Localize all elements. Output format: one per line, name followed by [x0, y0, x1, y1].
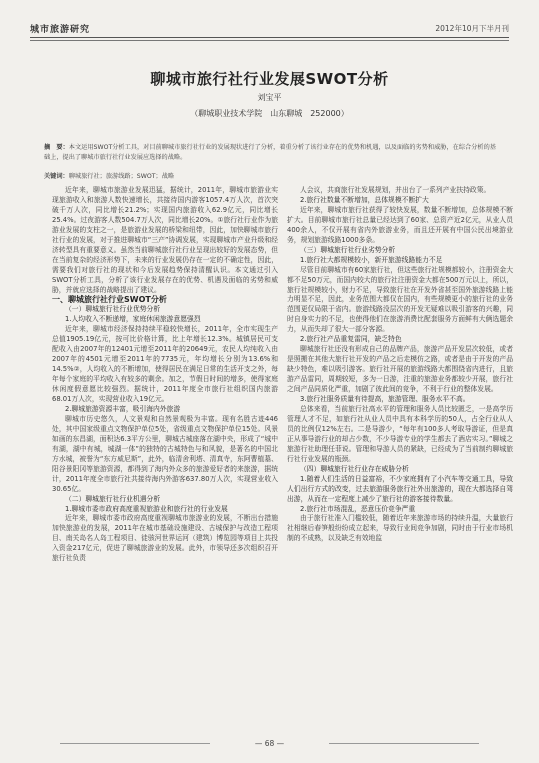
body-paragraph: 聊城旅行社还没有形成自己的品牌产品，旅游产品开发层次较低，或者是照搬在其他大旅行社开发的产品之后走模仿之路，或者是由于开发的产品缺少特色，难以吸引游客。旅行社开展的旅游线路大都围绕省内进行，且旅游产品雷同，周期较短，多为一日游，注重的旅游业务都较少开展，旅行社之间产品同质化严重，加剧了彼此间的竞争，不利于行业的整体发展。	[287, 345, 513, 394]
body-paragraph: 近年来，聊城市经济保持持续平稳较快增长，2011年，全市实现生产总值1905.19亿元，按可比价格计算，比上年增长12.3%。城镇居民可支配收入由2007年的12401元增至2011年的20649元，农民人均纯收入由2007年的4501元增至2011年的7735元，年均增长分别为13.6%和14.5%②，人均收入的不断增加，使得居民在满足日常的生活开支之外，每年每个家庭的平均收入有较多的剩余。加之，节假日时间的增多，使得家庭休闲度假意愿比较强烈。据统计，2011年度全市旅行社组织国内旅游68.01万人次，实现营业收入19亿元。	[52, 325, 278, 404]
issue-date: 2012年10月下半月刊	[435, 24, 509, 33]
body-paragraph: 近年来，聊城市委市政府高度重视聊城市旅游业的发展，不断出台措施加快旅游业的发展，2011年在城市基础设施建设、古城保护与改造工程项目、南关岛名人岛工程项目、徒骇河世界运河（建筑）博览园等项目上共投入资金217亿元，促进了聊城旅游业的发展。此外，市领导还多次组织召开旅行社负责	[52, 514, 278, 563]
author: 刘宝平	[257, 93, 282, 102]
section-heading: 一、聊城旅行社行业SWOT分析	[52, 295, 167, 305]
point-heading: 2.聊城旅游资源丰富，吸引海内外旅游	[65, 404, 181, 413]
point-heading: 1.聊城市委市政府高度重视旅游业和旅行社的行业发展	[65, 504, 228, 513]
body-paragraph: 尽管目前聊城市有60家旅行社，但这些旅行社规模都较小，注册资金大都不足50万元，而国内较大的旅行社注册资金大都在500万元以上，所以，旅行社规模较小，财力不足，导致旅行社在开发外省甚至国外旅游线路上能力明显不足，因此，业务范围大都仅在国内，有些规模更小的旅行社的业务范围更仅局限于省内。旅游线路没层次的开发无疑难以吸引游客的兴趣，同时自身实力的不足，也使得他们在旅游消费比配套服务方面鲜有大俩选题余力，从而失却了很大一部分客源。	[287, 265, 513, 334]
journal-name: 城市旅游研究	[30, 25, 91, 35]
point-heading: 2.旅行社市场混乱，恶意压价竞争严重	[300, 504, 416, 513]
affiliation: （聊城职业技术学院 山东聊城 252000）	[190, 109, 349, 118]
point-heading: 1.旅行社大都规模较小，新开旅游线路能力不足	[300, 255, 443, 264]
abstract-label: 摘 要：	[44, 144, 69, 151]
body-paragraph: 聊城市历史悠久，人文景观和自然景观极为丰富。现有名胜古迹446处，其中国家级重点文物保护单位5处，省级重点文物保护单位15处。风景如画的东昌湖，面积达6.3平方公里，聊城古城座落在湖中央，形成了“城中有湖，湖中有城，城湖一体”的独特的古城特色与和风貌，是著名的中国北方水城，被誉为“东方威尼斯”，此外，临清舍利塔、清真寺，东阿曹植墓、阳谷景阳冈等旅游资源，都得到了海内外众多的旅游爱好者的来旅游，据统计，2011年度全市旅行社共接待海内外游客637.80万人次，实现营业收入30.65亿。	[52, 414, 278, 493]
point-heading: 3.旅行社服务质量有待提高，旅游管理、服务水平不高。	[300, 395, 470, 404]
page-number: — 68 —	[254, 739, 285, 748]
body-paragraph: 近年来，聊城市旅行社获得了较快发展，数量不断增加，总体规模不断扩大。目前聊城市旅行社总量已经达到了60家、总资产近2亿元，从业人员400余人，不仅开展有省内外旅游业务，而且还开展有中国公民出境游业务，规划旅游线路1000多条。	[287, 205, 513, 244]
point-heading: 1.人均收入不断递增，家庭休闲旅游意愿强烈	[65, 315, 201, 324]
abstract	[44, 143, 496, 163]
body-paragraph: 近年来，聊城市旅游业发展迅猛，据统计，2011年，聊城市旅游业实现旅游收入和旅游人数快速增长，共接待国内游客1057.4万人次，首次突破千万人次，同比增长21.2%；实现国内旅游收入62.9亿元，同比增长25.4%。过夜游客人数504.7万人次，同比增长20%。①旅行社行业作为旅游业发展的支柱之一，是旅游业发展的桥梁和纽带，因此，加快聊城市旅行社行业的发展，对于推进聊城市“三产”协调发展，实现聊城市产业升级和经济转型具有重要意义。虽然当前聊城旅行社行业呈现出较好的发展态势，但在当前复杂的经济形势下，未来的行业发展仍存在一定的不确定性，因此，需要我们对旅行社的现状和今后发展趋势保持清醒认识。本文通过引入SWOT分析工具，分析了该行业发展存在的优势、机遇及面临的劣势和威胁，并就应选择的战略提出了建议。	[52, 186, 278, 294]
point-heading: 2.旅行社产品重复雷同，缺乏特色	[300, 335, 402, 344]
point-heading: 2.旅行社数量不断增加，总体规模不断扩大	[300, 195, 429, 204]
header-rule	[30, 37, 509, 38]
running-header	[30, 22, 509, 36]
keywords-label: 关键词：	[44, 173, 69, 180]
body-paragraph: 由于旅行社准入门槛较低，随着近年来旅游市场的持续升温，大量旅行社相继后春笋般纷纷成立起来，导致行业间竞争加剧，同时由于行业市场机制的不成熟，以及缺乏有效地监	[287, 514, 513, 543]
subsection-heading: （三）聊城旅行社行业劣势分析	[300, 245, 396, 254]
point-heading: 1.随着人们生活的日益富裕，不少家庭拥有了小汽车等交通工具，导致人们出行方式的改变，过去旅游服务旅行社外出旅游的，现在大都选择自驾出游，从而在一定程度上减少了旅行社的游客接待数量。	[287, 474, 513, 503]
keywords	[44, 171, 496, 180]
subsection-heading: （四）聊城旅行社行业存在威胁分析	[300, 464, 409, 473]
abstract-text: 本文运用SWOT分析工具，对目前聊城市旅行社行业的发展现状进行了分析，着重分析了该行业存在的优势和机遇，以及面临的劣势和威胁，在综合分析的基础上，提出了聊城市旅行社行业发展应选择的战略。	[44, 144, 496, 161]
subsection-heading: （二）聊城旅行社行业机遇分析	[65, 494, 161, 503]
article-title: 聊城市旅行社行业发展SWOT分析	[150, 70, 389, 88]
keywords-text: 聊城旅行社；旅游线路；SWOT；战略	[68, 173, 175, 180]
subsection-heading: （一）聊城旅行社行业优势分析	[65, 305, 161, 314]
body-paragraph: 人会议，共商旅行社发展规划，并出台了一系列产业扶持政策。	[300, 186, 491, 194]
body-paragraph: 总体来看，当前旅行社高水平的管理和服务人员比较匮乏，一是高学历管理人才不足，如旅行社从业人员中具有本科学历的50人，占全行业从人员的比例仅12%左右。二是导游少，“每年有100多人考取导游证，但是真正从事导游行业的却占少数，不少导游专业的学生都去了酒店实习。”聊城之旅游行社助理任菲说。管理和导游人员的紧缺，已经成为了当前制约聊城旅行社行业发展的瓶颈。	[287, 404, 513, 463]
body-column-right	[287, 186, 513, 544]
header-rule-thin	[30, 40, 509, 41]
footer-rule-right	[329, 743, 479, 744]
body-column-left	[52, 186, 278, 564]
